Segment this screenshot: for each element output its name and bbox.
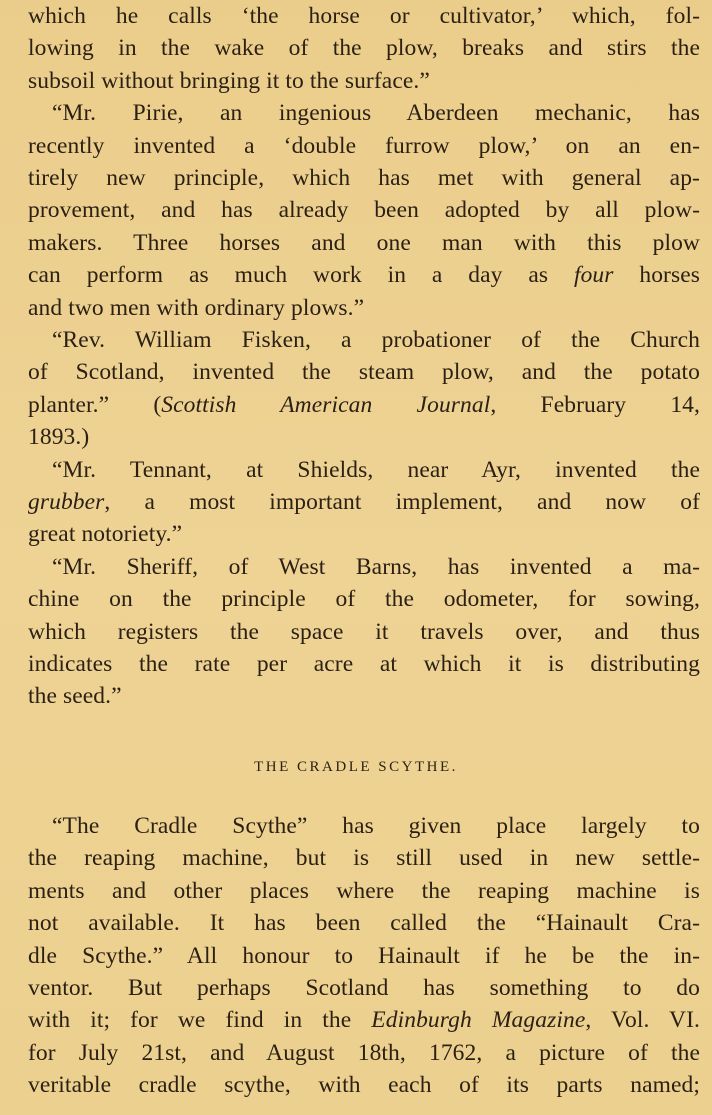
text-line <box>52 97 700 129</box>
text-line <box>28 389 700 421</box>
text-line <box>28 583 700 615</box>
text-segment: “Mr. Sheriff, of West Barns, has invented a ma- <box>52 553 700 580</box>
text-line <box>28 130 700 162</box>
text-segment: , February 14, <box>490 391 701 418</box>
text-line <box>28 356 700 388</box>
text-segment: ventor. But perhaps Scotland has something to do <box>28 975 700 1001</box>
text-segment: , a most important implement, and now of <box>104 489 700 515</box>
text-line <box>28 940 700 972</box>
text-line <box>28 680 700 712</box>
text-segment: not available. It has been called the “Hainault Cra- <box>28 910 700 937</box>
text-line <box>52 551 700 583</box>
text-line <box>28 486 700 518</box>
text-segment: subsoil without bringing it to the surface.” <box>28 67 430 94</box>
text-segment: “The Cradle Scythe” has given place largely to <box>52 813 700 839</box>
text-segment: great notoriety.” <box>28 521 183 548</box>
italic-text: Scottish American Journal <box>161 391 491 418</box>
text-segment: of Scotland, invented the steam plow, and the potato <box>28 359 700 386</box>
text-line <box>28 227 700 259</box>
text-segment: with it; for we find in the <box>28 1007 372 1034</box>
text-line <box>28 292 700 324</box>
text-segment: “Rev. William Fisken, a probationer of the Church <box>52 327 700 353</box>
text-line <box>28 259 700 291</box>
text-segment: recently invented a ‘double furrow plow,’ on an en- <box>28 132 700 159</box>
text-segment: provement, and has already been adopted by all plow- <box>28 197 700 224</box>
section-heading: THE CRADLE SCYTHE. <box>254 759 458 775</box>
text-line <box>28 194 700 226</box>
italic-text: grubber <box>28 489 105 515</box>
text-segment: makers. Three horses and one man with this plow <box>28 229 700 256</box>
text-segment: horses <box>613 262 700 289</box>
text-line <box>28 648 700 680</box>
text-line <box>28 842 700 874</box>
text-segment: , Vol. VI. <box>585 1007 701 1034</box>
text-line <box>28 1037 700 1069</box>
text-segment: “Mr. Tennant, at Shields, near Ayr, invented the <box>52 456 700 483</box>
italic-text: Edinburgh Magazine <box>371 1007 586 1034</box>
text-line <box>52 454 700 486</box>
text-segment: chine on the principle of the odometer, for sowing, <box>28 586 700 613</box>
text-segment: for July 21st, and August 18th, 1762, a picture of the <box>28 1039 700 1066</box>
text-segment: the reaping machine, but is still used in new settle- <box>28 845 700 872</box>
text-segment: “Mr. Pirie, an ingenious Aberdeen mechanic, has <box>52 100 700 127</box>
text-segment: veritable cradle scythe, with each of its parts named; <box>28 1072 700 1099</box>
text-segment: dle Scythe.” All honour to Hainault if he be the in- <box>28 942 700 969</box>
text-line <box>28 0 700 32</box>
text-line <box>28 65 700 97</box>
text-line <box>28 972 700 1004</box>
text-segment: ments and other places where the reaping machine is <box>28 877 700 904</box>
text-segment: 1893.) <box>28 424 90 451</box>
text-segment: which he calls ‘the horse or cultivator,’ which, fol- <box>28 3 700 29</box>
text-segment: the seed.” <box>28 683 122 710</box>
text-segment: indicates the rate per acre at which it is distributing <box>28 651 700 677</box>
text-segment: lowing in the wake of the plow, breaks and stirs the <box>28 35 700 62</box>
text-line <box>28 162 700 194</box>
text-line <box>28 875 700 907</box>
text-segment: planter.” ( <box>28 391 162 418</box>
text-line <box>52 324 700 356</box>
text-line <box>28 907 700 939</box>
text-line <box>28 518 700 550</box>
text-segment: which registers the space it travels over, and thus <box>28 618 700 645</box>
text-line <box>28 1004 700 1036</box>
text-line <box>28 421 700 453</box>
text-line <box>28 32 700 64</box>
text-segment: tirely new principle, which has met with general ap- <box>28 165 700 191</box>
text-segment: and two men with ordinary plows.” <box>28 294 365 321</box>
text-line <box>52 810 700 842</box>
italic-text: four <box>573 262 614 289</box>
text-line <box>28 1069 700 1101</box>
text-segment: can perform as much work in a day as <box>28 262 574 289</box>
text-line <box>28 616 700 648</box>
